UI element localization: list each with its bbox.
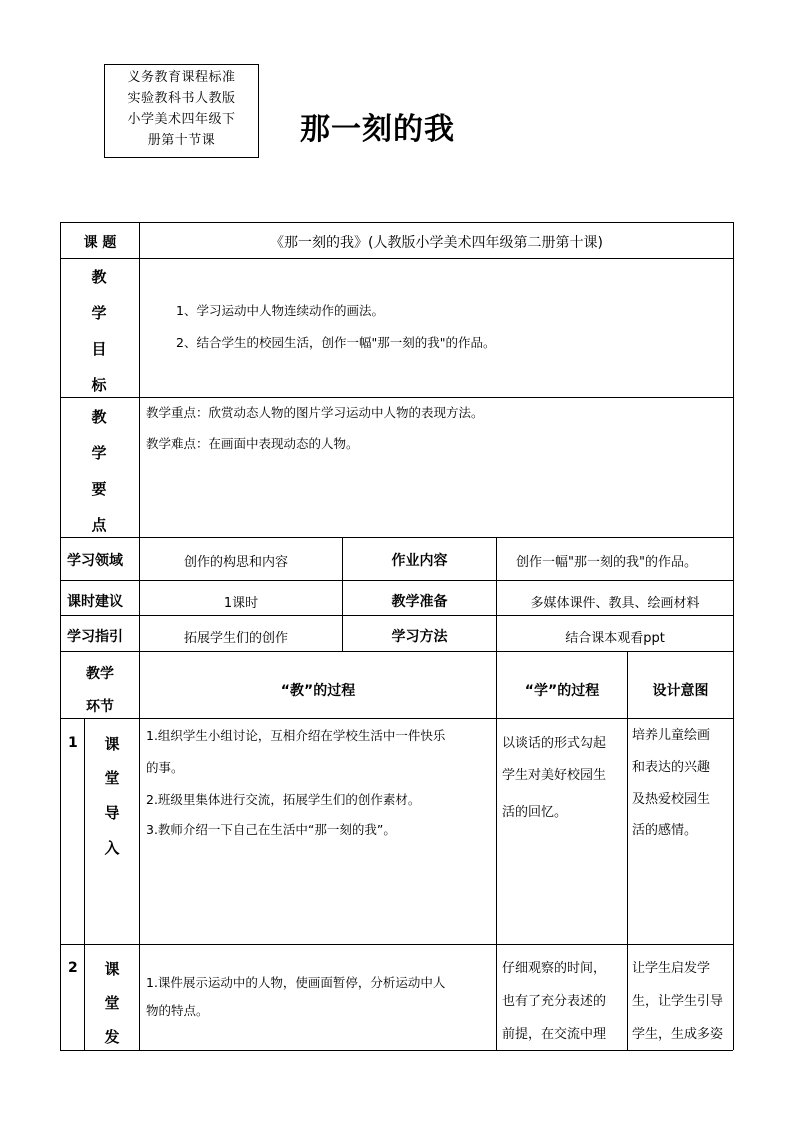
method-label: 学习方法 (391, 629, 448, 645)
table-rule (496, 537, 497, 1050)
goals-label-char: 标 (91, 376, 107, 394)
intent-line: 及热爱校园生 (632, 792, 711, 807)
stage-header-line1: 教学 (86, 666, 114, 682)
area-label: 学习领域 (67, 553, 123, 569)
table-rule (60, 944, 733, 945)
row-number: 2 (68, 960, 78, 976)
learn-header: “学”的过程 (524, 683, 600, 699)
table-border-top (60, 222, 733, 223)
method-value: 结合课本观看ppt (565, 631, 665, 646)
keypoints-label-char: 学 (91, 444, 107, 462)
keypoints-label-char: 要 (91, 480, 107, 498)
intent-line: 学生，生成多姿 (632, 1027, 724, 1042)
goals-label-char: 目 (91, 340, 107, 358)
intent-line: 和表达的兴趣 (632, 760, 711, 775)
learn-line: 以谈话的形式勾起 (502, 736, 607, 751)
prep-value: 多媒体课件、教具、绘画材料 (530, 596, 700, 611)
goal-item: 2、结合学生的校园生活，创作一幅"那一刻的我"的作品。 (176, 335, 496, 350)
guide-value: 拓展学生们的创作 (184, 631, 289, 646)
homework-label: 作业内容 (391, 553, 448, 569)
table-rule (60, 258, 733, 259)
table-rule (60, 580, 733, 581)
keypoints-label-char: 教 (91, 408, 107, 426)
table-rule (627, 651, 628, 1050)
info-line: 册第十节课 (147, 133, 216, 148)
table-rule (60, 537, 733, 538)
learn-line: 仔细观察的时间， (502, 961, 607, 976)
learn-line: 前提，在交流中理 (502, 1027, 607, 1042)
stage-char: 导 (104, 804, 120, 822)
intent-line: 生，让学生引导 (632, 994, 724, 1009)
table-rule (139, 222, 140, 1050)
learn-line: 学生对美好校园生 (502, 768, 607, 783)
row-number: 1 (68, 735, 78, 751)
info-line: 小学美术四年级下 (127, 112, 236, 127)
stage-char: 入 (104, 839, 120, 857)
teach-line: 的事。 (146, 760, 184, 775)
guide-label: 学习指引 (67, 629, 123, 645)
table-border-right (733, 222, 734, 1050)
teach-line: 3.教师介绍一下自己在生活中“那一刻的我”。 (146, 822, 396, 837)
time-label: 课时建议 (67, 594, 123, 610)
learn-line: 也有了充分表述的 (502, 994, 607, 1009)
teach-line: 2.班级里集体进行交流，拓展学生们的创作素材。 (146, 792, 421, 807)
topic-value: 《那一刻的我》(人教版小学美术四年级第二册第十课) (270, 235, 603, 251)
learn-line: 活的回忆。 (502, 805, 568, 820)
time-value: 1课时 (223, 596, 259, 611)
info-line: 义务教育课程标准 (127, 70, 236, 85)
topic-label: 课 题 (83, 235, 117, 251)
intent-header: 设计意图 (652, 683, 709, 699)
goals-label-char: 学 (91, 304, 107, 322)
prep-label: 教学准备 (391, 594, 448, 610)
teach-line: 1.组织学生小组讨论，互相介绍在学校生活中一件快乐 (146, 728, 446, 743)
table-rule (60, 718, 733, 719)
stage-char: 课 (104, 735, 120, 753)
goals-label-char: 教 (91, 268, 107, 286)
intent-line: 培养儿童绘画 (632, 728, 711, 743)
area-value: 创作的构思和内容 (184, 555, 289, 570)
table-rule (60, 615, 733, 616)
table-border-left (60, 222, 61, 1050)
intent-line: 让学生启发学 (632, 961, 711, 976)
page-title: 那一刻的我 (300, 112, 455, 147)
table-rule (60, 397, 733, 398)
teach-line: 物的特点。 (146, 1003, 209, 1018)
stage-header-line2: 环节 (86, 699, 114, 715)
teach-header: “教”的过程 (280, 683, 356, 699)
stage-char: 堂 (104, 769, 120, 787)
stage-char: 堂 (104, 994, 120, 1012)
keypoint-item: 教学重点：欣赏动态人物的图片学习运动中人物的表现方法。 (146, 405, 484, 420)
table-rule (84, 718, 85, 1050)
stage-char: 课 (104, 960, 120, 978)
intent-line: 活的感情。 (632, 823, 698, 838)
curriculum-info-box (104, 64, 259, 158)
table-rule (60, 651, 733, 652)
keypoints-label-char: 点 (91, 516, 107, 534)
homework-value: 创作一幅"那一刻的我"的作品。 (516, 555, 697, 570)
keypoint-item: 教学难点：在画面中表现动态的人物。 (146, 436, 359, 451)
stage-char: 发 (104, 1028, 120, 1046)
goal-item: 1、学习运动中人物连续动作的画法。 (176, 303, 384, 318)
info-line: 实验教科书人教版 (127, 91, 236, 106)
teach-line: 1.课件展示运动中的人物，使画面暂停，分析运动中人 (146, 975, 446, 990)
